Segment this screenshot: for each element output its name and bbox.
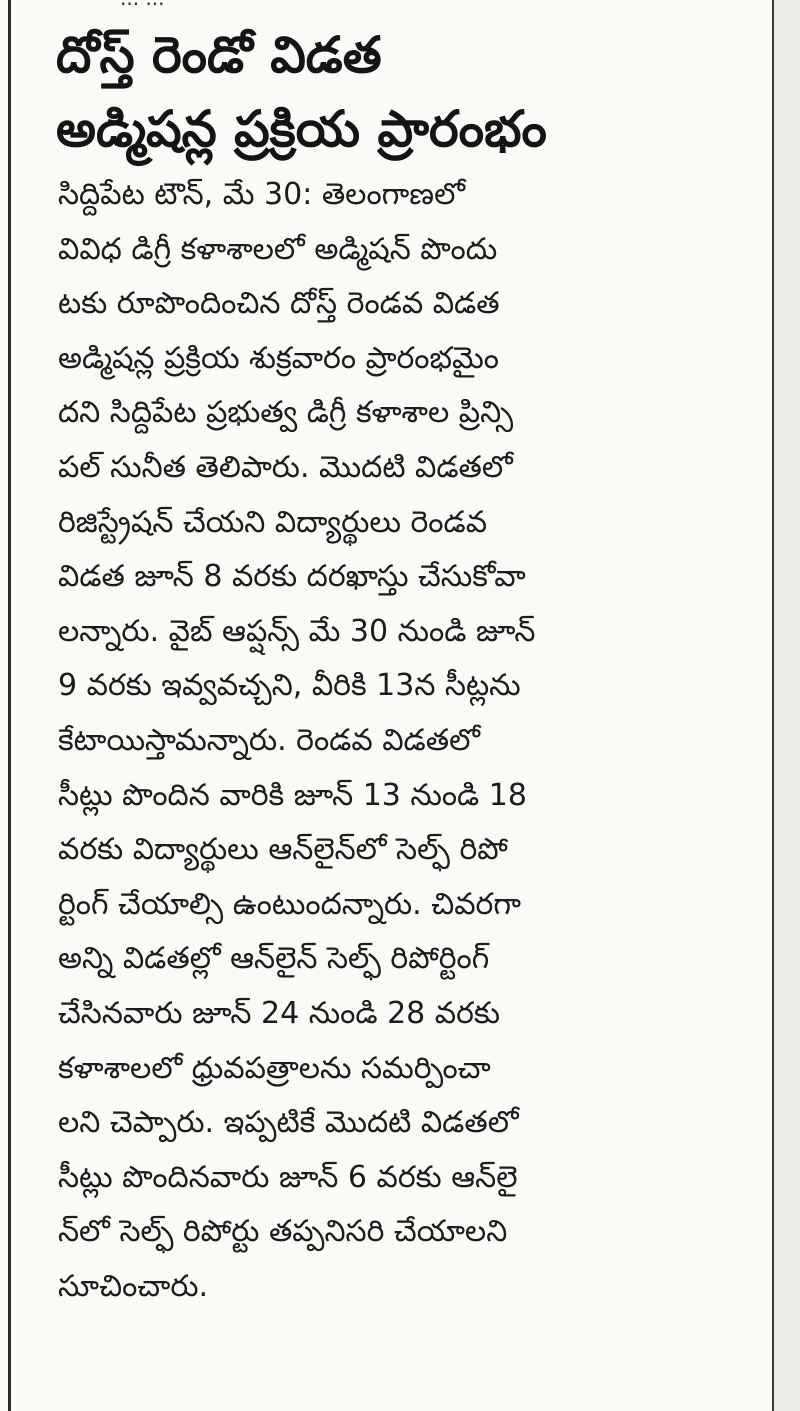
- body-line: ర్టింగ్ చేయాల్సి ఉంటుందన్నారు. చివరగా: [58, 886, 521, 922]
- body-line: సిద్దిపేట టౌన్, మే 30: తెలంగాణలో: [58, 177, 465, 212]
- headline-line: దోస్త్ రెండో విడత: [56, 26, 382, 84]
- body-line: కళాశాలలో ధ్రువపత్రాలను సమర్పించా: [58, 1050, 491, 1086]
- body-line: సీట్లు పొందినవారు జూన్ 6 వరకు ఆన్‌లై: [58, 1159, 518, 1195]
- body-line: సూచించారు.: [58, 1268, 209, 1304]
- cropped-text-fragment: [120, 0, 165, 10]
- headline-line: అడ్మిషన్ల ప్రక్రియ ప్రారంభం: [56, 100, 547, 158]
- body-line: వరకు విద్యార్థులు ఆన్‌లైన్‌లో సెల్ఫ్ రిపో: [58, 832, 508, 868]
- body-line: లని చెప్పారు. ఇప్పటికే మొదటి విడతలో: [58, 1105, 519, 1141]
- body-line: లన్నారు. వైబ్ ఆప్షన్స్ మే 30 నుండి జూన్: [58, 613, 536, 649]
- body-line: రిజిస్ట్రేషన్ చేయని విద్యార్థులు రెండవ: [58, 504, 488, 540]
- body-line: టకు రూపొందించిన దోస్త్ రెండవ విడత: [58, 286, 500, 322]
- body-line: కేటాయిస్తామన్నారు. రెండవ విడతలో: [58, 722, 480, 758]
- body-line: అన్ని విడతల్లో ఆన్‌లైన్ సెల్ఫ్ రిపోర్టింగ్: [58, 941, 490, 977]
- column-rule-left: [8, 0, 11, 1411]
- article-body: [58, 168, 658, 1314]
- body-line: పల్ సునీత తెలిపారు. మొదటి విడతలో: [58, 449, 513, 485]
- body-line: వివిధ డిగ్రీ కళాశాలలో అడ్మిషన్ పొందు: [58, 231, 498, 267]
- body-line: సీట్లు పొందిన వారికి జూన్ 13 నుండి 18: [58, 777, 527, 813]
- body-line: అడ్మిషన్ల ప్రక్రియ శుక్రవారం ప్రారంభమైం: [58, 340, 499, 376]
- body-line: 9 వరకు ఇవ్వవచ్చని, వీరికి 13న సీట్లను: [58, 668, 521, 704]
- body-line: విడత జూన్ 8 వరకు దరఖాస్తు చేసుకోవా: [58, 559, 526, 595]
- headline: [56, 18, 756, 166]
- body-line: చేసినవారు జూన్ 24 నుండి 28 వరకు: [58, 995, 500, 1031]
- body-line: దని సిద్దిపేట ప్రభుత్వ డిగ్రీ కళాశాల ప్రిన్సి: [58, 395, 514, 431]
- page-margin: [774, 0, 800, 1411]
- body-line: న్‌లో సెల్ఫ్ రిపోర్టు తప్పనిసరి చేయాలని: [58, 1214, 508, 1250]
